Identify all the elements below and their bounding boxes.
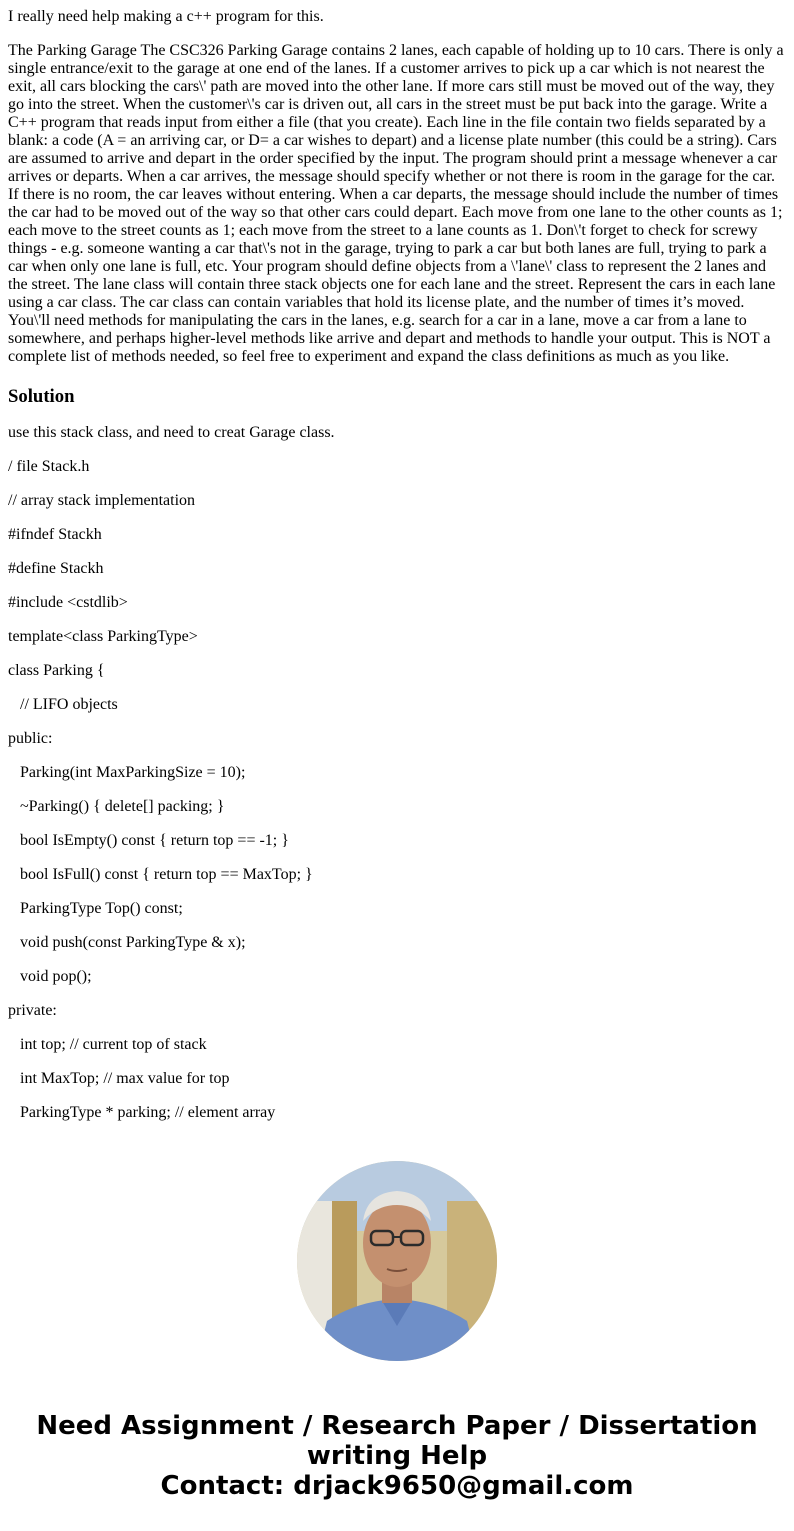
banner-line-3: Contact: drjack9650@gmail.com [160,1471,634,1501]
code-line: int MaxTop; // max value for top [20,1070,230,1087]
question-intro: I really need help making a c++ program for this. [8,8,324,25]
code-line: // array stack implementation [8,492,196,509]
code-line: ParkingType Top() const; [20,900,183,917]
code-line: ParkingType * parking; // element array [20,1104,276,1121]
banner-line-2: writing Help [306,1441,488,1471]
code-line: bool IsEmpty() const { return top == -1; } [20,832,289,849]
code-line: void push(const ParkingType & x); [20,934,246,951]
code-line: public: [8,730,53,747]
avatar-photo [297,1161,497,1361]
solution-heading: Solution [8,386,75,407]
code-line: use this stack class, and need to creat Garage class. [8,424,335,441]
avatar [297,1161,497,1361]
code-line: private: [8,1002,57,1019]
code-line: #include <cstdlib> [8,594,128,611]
code-line: template<class ParkingType> [8,628,198,645]
code-line: #define Stackh [8,560,104,577]
code-line: class Parking { [8,662,105,679]
code-line: #ifndef Stackh [8,526,102,543]
solution-code [8,424,786,1122]
code-line: // LIFO objects [20,696,118,713]
code-line: ~Parking() { delete[] packing; } [20,798,225,815]
code-line: / file Stack.h [8,458,90,475]
contact-banner [0,1411,794,1501]
document [0,8,794,1122]
code-line: Parking(int MaxParkingSize = 10); [20,764,246,781]
banner-line-1: Need Assignment / Research Paper / Dissertation [36,1411,758,1441]
code-line: bool IsFull() const { return top == MaxTop; } [20,866,313,883]
code-line: void pop(); [20,968,92,985]
code-line: int top; // current top of stack [20,1036,207,1053]
question-body: The Parking Garage The CSC326 Parking Garage contains 2 lanes, each capable of holding up to 10 cars. There is only a single entrance/exit to the garage at one end of the lanes. If a customer arrives to pick up a car which is not nearest the exit, all cars blocking the cars\' path are moved into the other lane. If more cars still must be moved out of the way, they go into the street. When the customer\'s car is driven out, all cars in the street must be put back into the garage. Write a C++ program that reads input from either a file (that you create). Each line in the file contain two fields separated by a blank: a code (A = an arriving car, or D= a car wishes to depart) and a license plate number (this could be a string). Cars are assumed to arrive and depart in the order specified by the input. The program should print a message whenever a car arrives or departs. When a car arrives, the message should specify whether or not there is room in the garage for the car. If there is no room, the car leaves without entering. When a car departs, the message should include the number of times the car had to be moved out of the way so that other cars could depart. Each move from one lane to the other counts as 1; each move to the street counts as 1; each move from the street to a lane counts as 1. Don\'t forget to check for screwy things - e.g. someone wanting a car that\'s not in the garage, trying to park a car but both lanes are full, trying to park a car when only one lane is full, etc. Your program should define objects from a \'lane\' class to represent the 2 lanes and the street. The lane class will contain three stack objects one for each lane and the street. Represent the cars in each lane using a car class. The car class can contain variables that hold its license plate, and the number of times it’s moved. You\'ll need methods for manipulating the cars in the lanes, e.g. search for a car in a lane, move a car from a lane to somewhere, and perhaps higher-level methods like arrive and depart and methods to handle your output. This is NOT a complete list of methods needed, so feel free to experiment and expand the class definitions as much as you like. [8,42,784,365]
